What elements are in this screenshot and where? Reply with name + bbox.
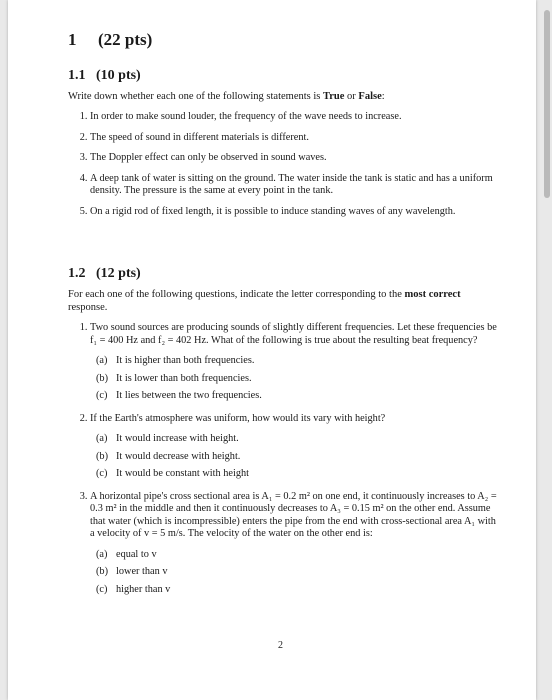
option-text: It is lower than both frequencies. [116,372,252,384]
option-label: (a) [96,355,108,366]
option-list [90,355,498,403]
vertical-scrollbar[interactable] [544,10,550,198]
section-1-2 [68,266,498,596]
option-label: (c) [96,390,108,401]
document-page [8,0,536,700]
option-label: (b) [96,450,109,462]
statement-item: 1. In order to make sound louder, the frequency of the wave needs to increase. [90,111,498,124]
instruction-true: True [323,91,345,102]
statement-item: 4. A deep tank of water is sitting on the ground. The water inside the tank is static and has a uniform density. The pressure is the same at every point in the tank. [90,173,498,198]
option-text: higher than v [116,583,171,595]
section-1-2-points: (12 pts) [96,266,141,281]
section-1-2-instruction [68,288,498,314]
statement-item: 5. On a rigid rod of fixed length, it is possible to induce standing waves of any wavelength. [90,206,498,219]
option-text: equal to v [116,548,157,560]
option-item [90,468,498,481]
question-text: If the Earth's atmosphere was uniform, how would its vary with height? [90,412,386,424]
option-item [90,451,498,464]
option-label: (c) [96,583,108,595]
option-label: (c) [96,468,108,479]
instruction-text: For each one of the following questions, indicate the letter corresponding to the [68,289,405,300]
section-1-2-number: 1.2 [68,266,86,281]
option-label: (a) [96,433,108,444]
instruction-most-correct: most correct [404,289,461,300]
instruction-text: : [381,91,385,102]
option-item [90,355,498,368]
question-list [68,322,498,596]
option-text: It would be constant with height [116,468,249,479]
statement-item: 3. The Doppler effect can only be observed in sound waves. [90,152,498,165]
question-item [90,322,498,403]
section-1-1-points: (10 pts) [96,68,141,83]
section-1-number: 1 [68,30,77,49]
page-number: 2 [278,640,283,651]
section-1-2-heading [68,266,498,282]
section-1-1-number: 1.1 [68,68,86,83]
option-text: lower than v [116,566,168,577]
option-list [90,433,498,481]
option-text: It is higher than both frequencies. [116,355,255,366]
section-1-1-instruction [68,90,498,103]
option-text: It would decrease with height. [116,450,241,462]
option-list [90,549,498,597]
section-1-heading [68,30,498,50]
option-label: (b) [96,372,109,384]
option-item [90,549,498,562]
option-item [90,433,498,446]
question-text: Two sound sources are producing sounds of slightly different frequencies. Let these frequencies be f₁ = 400 Hz and f₂ = 402 Hz. What of the following is true about the resulting beat frequency? [90,322,497,346]
option-item [90,373,498,386]
instruction-text: Write down whether each one of the following statements is [68,91,324,102]
instruction-text: response. [68,302,108,313]
option-item [90,390,498,403]
statement-list [68,111,498,218]
option-text: It lies between the two frequencies. [116,390,262,401]
option-label: (a) [96,548,108,560]
statement-item: 2. The speed of sound in different materials is different. [90,132,498,145]
page-content [68,30,498,606]
question-item [90,413,498,481]
section-1-points: (22 pts) [98,30,153,49]
question-text: A horizontal pipe's cross sectional area is A₁ = 0.2 m² on one end, it continuously increases to A₂ = 0.3 m² in the middle and then it continuously decreases to A₃ = 0.15 m² on the other end. Assume that water (which is incompressible) enters the pipe from the end with cross-sectional area A₁ with a velocity of v = 5 m/s. The velocity of the water on the other end is: [90,490,497,539]
instruction-false: False [358,91,382,102]
question-item [90,491,498,597]
option-item [90,566,498,579]
option-text: It would increase with height. [116,433,239,444]
section-1-1-heading [68,68,498,84]
option-item [90,584,498,597]
instruction-text: or [344,91,359,102]
option-label: (b) [96,566,109,577]
